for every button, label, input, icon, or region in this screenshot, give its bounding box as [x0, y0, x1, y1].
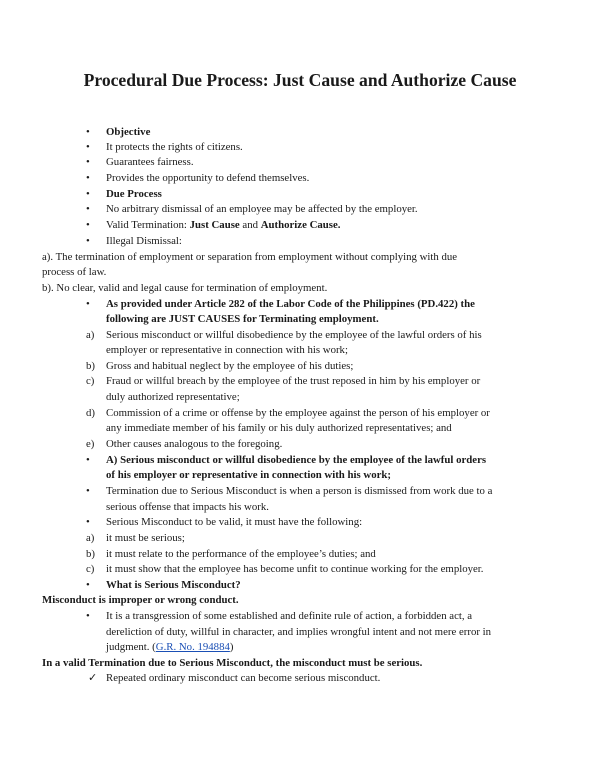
what-is-serious-misconduct: What is Serious Misconduct? [106, 579, 241, 591]
list-item: Provides the opportunity to defend themselves. [106, 172, 310, 184]
bullet: • [86, 172, 90, 184]
definition-a: a). The termination of employment or separation from employment without complying with due [42, 251, 458, 263]
just-cause-d-cont: any immediate member of his family or his duly authorized representatives; and [106, 422, 452, 434]
requirement-c: it must show that the employee has become unfit to continue working for the employer. [106, 563, 484, 575]
definition-b: b). No clear, valid and legal cause for termination of employment. [42, 282, 328, 294]
just-cause: Just Cause [189, 219, 240, 231]
bullet: • [86, 454, 90, 466]
just-cause-e: Other causes analogous to the foregoing. [106, 438, 283, 450]
bullet: • [86, 126, 90, 138]
bullet: • [86, 156, 90, 168]
list-item-cont: serious offense that impacts his work. [106, 501, 269, 513]
just-cause-d: Commission of a crime or offense by the employee against the person of his employer or [106, 407, 490, 419]
bullet: • [86, 298, 90, 310]
check-icon: ✓ [88, 672, 98, 684]
gr-number-link[interactable]: G.R. No. 194884 [155, 641, 230, 653]
article-282-heading-cont: following are JUST CAUSES for Terminating employment. [106, 313, 379, 325]
heading-objective: Objective [106, 126, 151, 138]
transgression-text-cont: dereliction of duty, willful in character, and implies wrongful intent and not mere error in [106, 626, 492, 638]
bullet: • [86, 485, 90, 497]
valid-serious-statement: In a valid Termination due to Serious Misconduct, the misconduct must be serious. [42, 657, 423, 669]
marker-d: d) [86, 407, 95, 419]
list-item: Serious Misconduct to be valid, it must have the following: [106, 516, 363, 528]
list-item: It protects the rights of citizens. [106, 141, 243, 153]
serious-misconduct-heading: A) Serious misconduct or willful disobedience by the employee of the lawful orders [106, 454, 487, 466]
marker-e: e) [86, 438, 95, 450]
requirement-b: it must relate to the performance of the employee’s duties; and [106, 548, 376, 560]
list-item: Guarantees fairness. [106, 156, 194, 168]
bullet: • [86, 516, 90, 528]
marker-c: c) [86, 375, 95, 387]
page-title: Procedural Due Process: Just Cause and Authorize Cause [83, 70, 517, 90]
just-cause-a-cont: employer or representative in connection with his work; [106, 344, 348, 356]
just-cause-b: Gross and habitual neglect by the employee of his duties; [106, 360, 354, 372]
transgression-text: It is a transgression of some established and definite rule of action, a forbidden act, a [106, 610, 473, 622]
valid-termination-line [106, 218, 340, 233]
article-282-heading: As provided under Article 282 of the Labor Code of the Philippines (PD.422) the [106, 298, 475, 310]
list-item: Termination due to Serious Misconduct is when a person is dismissed from work due to a [106, 485, 493, 497]
requirement-a: it must be serious; [106, 532, 185, 544]
judgment-prefix: judgment. ( [106, 641, 156, 653]
misconduct-definition: Misconduct is improper or wrong conduct. [42, 594, 239, 606]
bullet: • [86, 141, 90, 153]
serious-misconduct-heading-cont: of his employer or representative in connection with his work; [106, 469, 392, 481]
valid-termination-prefix: Valid Termination: [106, 219, 190, 231]
list-item: Illegal Dismissal: [106, 235, 182, 247]
marker-a: a) [86, 532, 95, 544]
bullet: • [86, 235, 90, 247]
just-cause-c: Fraud or willful breach by the employee of the trust reposed in him by his employer or [106, 375, 481, 387]
marker-a: a) [86, 329, 95, 341]
bullet: • [86, 203, 90, 215]
bullet: • [86, 610, 90, 622]
marker-c: c) [86, 563, 95, 575]
transgression-text-cont2 [106, 640, 233, 655]
bullet: • [86, 219, 90, 231]
just-cause-c-cont: duly authorized representative; [106, 391, 240, 403]
just-cause-a: Serious misconduct or willful disobedience by the employee of the lawful orders of his [106, 329, 482, 341]
repeated-misconduct: Repeated ordinary misconduct can become serious misconduct. [106, 672, 381, 684]
definition-a-cont: process of law. [42, 266, 107, 278]
marker-b: b) [86, 360, 95, 372]
bullet: • [86, 579, 90, 591]
judgment-suffix: ) [229, 641, 234, 653]
list-item: No arbitrary dismissal of an employee may be affected by the employer. [106, 203, 418, 215]
heading-due-process: Due Process [106, 188, 162, 200]
authorize-cause: Authorize Cause. [260, 219, 341, 231]
and-word: and [239, 219, 261, 231]
bullet: • [86, 188, 90, 200]
marker-b: b) [86, 548, 95, 560]
